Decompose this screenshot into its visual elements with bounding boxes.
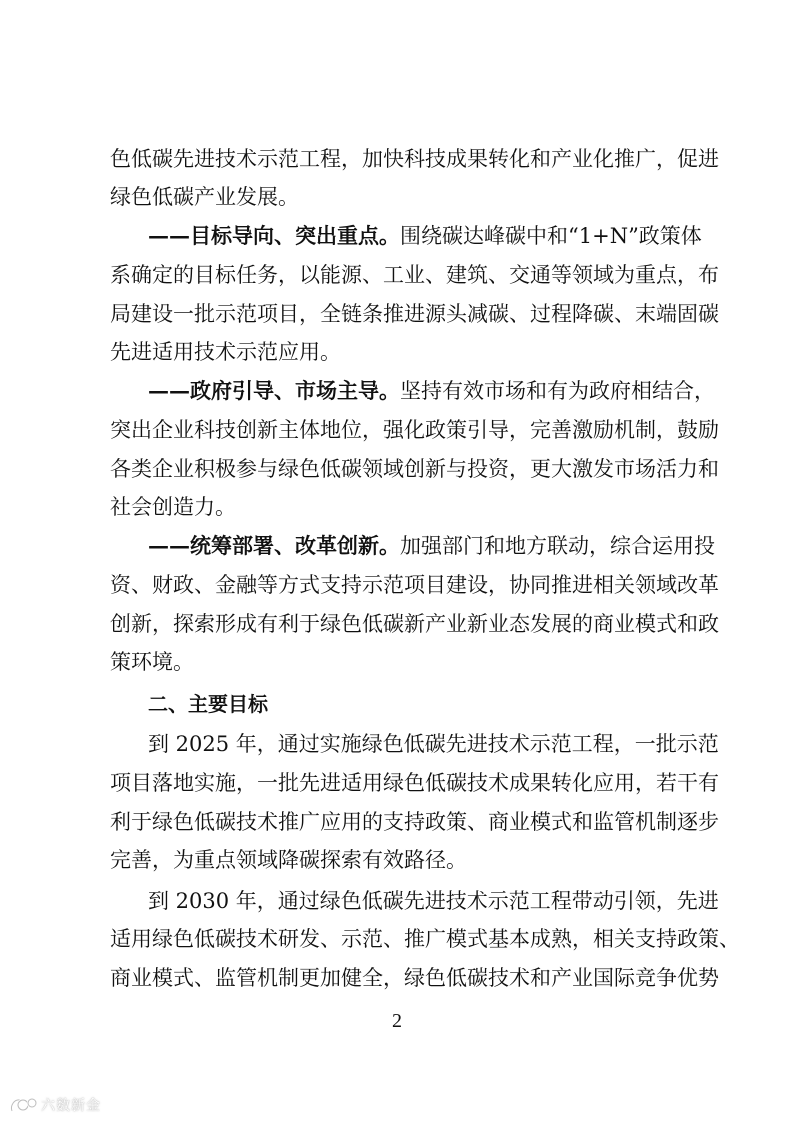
paragraph-line: 适用绿色低碳技术研发、示范、推广模式基本成熟，相关支持政策、 (110, 927, 740, 951)
watermark (8, 1092, 101, 1118)
section-heading: 二、主要目标 (148, 692, 268, 716)
principle-title-overall-planning: ——统筹部署、改革创新。 (148, 533, 400, 558)
principle-line-government-guidance: ——政府引导、市场主导。坚持有效市场和有为政府相结合， (148, 378, 715, 403)
paragraph-line: 策环境。 (110, 650, 194, 674)
paragraph-line: 完善，为重点领域降碳探索有效路径。 (110, 848, 467, 872)
principle-title-government-guidance: ——政府引导、市场主导。 (148, 378, 400, 403)
paragraph-line: 利于绿色低碳技术推广应用的支持政策、商业模式和监管机制逐步 (110, 810, 719, 834)
paragraph-line: 绿色低碳产业发展。 (110, 185, 299, 209)
watermark-text: 六数新金 (41, 1098, 101, 1114)
paragraph-line: 资、财政、金融等方式支持示范项目建设，协同推进相关领域改革 (110, 573, 719, 597)
paragraph-line: 色低碳先进技术示范工程，加快科技成果转化和产业化推广，促进 (110, 147, 719, 171)
paragraph-line: 局建设一批示范项目，全链条推进源头减碳、过程降碳、末端固碳 (110, 302, 719, 326)
principle-title-target-oriented: ——目标导向、突出重点。 (148, 223, 400, 248)
paragraph-line: 先进适用技术示范应用。 (110, 340, 341, 364)
paragraph-line: 商业模式、监管机制更加健全，绿色低碳技术和产业国际竞争优势 (110, 966, 719, 990)
page-number: 2 (392, 1010, 402, 1032)
paragraph-line: 到 2030 年，通过绿色低碳先进技术示范工程带动引领，先进 (148, 889, 719, 913)
paragraph-line: 社会创造力。 (110, 495, 236, 519)
paragraph-line: 创新，探索形成有利于绿色低碳新产业新业态发展的商业模式和政 (110, 612, 719, 636)
principle-line-target-oriented: ——目标导向、突出重点。围绕碳达峰碳中和“1+N”政策体 (148, 223, 702, 248)
paragraph-line: 项目落地实施，一批先进适用绿色低碳技术成果转化应用，若干有 (110, 771, 719, 795)
paragraph-line: 突出企业科技创新主体地位，强化政策引导，完善激励机制，鼓励 (110, 418, 719, 442)
paragraph-line: 到 2025 年，通过实施绿色低碳先进技术示范工程，一批示范 (148, 732, 719, 756)
paragraph-line: 各类企业积极参与绿色低碳领域创新与投资，更大激发市场活力和 (110, 457, 719, 481)
paragraph-line: 系确定的目标任务，以能源、工业、建筑、交通等领域为重点，布 (110, 263, 719, 287)
principle-line-overall-planning: ——统筹部署、改革创新。加强部门和地方联动，综合运用投 (148, 533, 715, 558)
watermark-logo-icon (8, 1094, 38, 1116)
